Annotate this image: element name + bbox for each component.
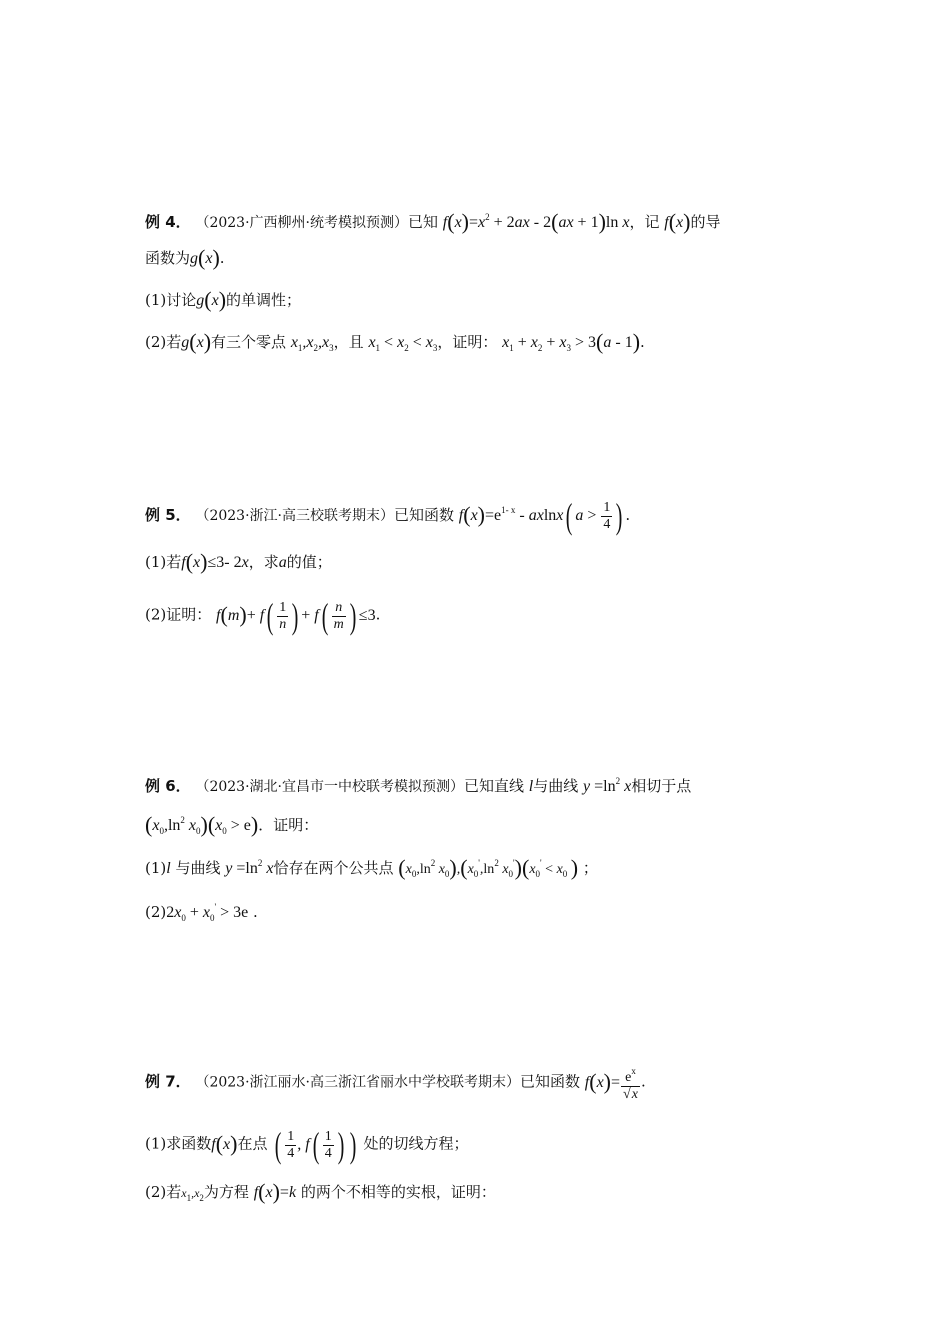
ex5-source: （2023·浙江·高三校联考期末） xyxy=(195,508,394,524)
ex5-label: 例 5． xyxy=(145,506,191,524)
ex7-label: 例 7． xyxy=(145,1072,191,1091)
ex4-source: （2023·广西柳州·统考模拟预测） xyxy=(195,215,408,231)
ex5-line1: 例 5． （2023·浙江·高三校联考期末）已知函数 $f(x)=e^{1- x} - axlnx$( a > $\frac{1}{4}$ ) . xyxy=(145,496,631,537)
ex7-formula: f(x)= $\frac{e^x}{√x}$ xyxy=(584,1066,638,1102)
ex6-line2: ($x_0,\ln^2$ $x_0)(x_0 > e)$．证明： xyxy=(145,812,319,837)
ex6-label: 例 6． xyxy=(145,777,191,795)
ex4-line1: 例 4． （2023·广西柳州·统考模拟预测）已知 $f(x)=x^2 + 2ax - 2(ax + 1)\ln$ x，记 f(x)的导 xyxy=(145,209,721,234)
ex7-line1: 例 7． （2023·浙江丽水·高三浙江省丽水中学校联考期末）已知函数 f(x)= $\frac{e^x}{√x}$ . xyxy=(145,1066,646,1102)
ex4-line2: 函数为g(x). xyxy=(145,245,225,270)
ex7-question1: (1)求函数f(x)在点 ( $\frac{1}{4}$ , f( $\frac{1}{4}$ ) ) 处的切线方程； xyxy=(145,1125,469,1165)
ex5-question2: (2)证明： f(m)+ f( $\frac{1}{n}$ ) + f( $\frac{n}{m}$ ) ≤3. xyxy=(145,596,381,636)
ex4-question2: (2)若g(x)有三个零点 $x_1,x_2,x_3$，且 $x_1 < x_2 < x_3$，证明： $x_1 + x_2 + x_3 > 3(a - 1)$. xyxy=(145,329,645,354)
ex4-label: 例 4． xyxy=(145,213,191,231)
ex6-question1: (1)l 与曲线 $y =\ln^2$ x恰存在两个公共点 ($x_0,\ln^2$ $x_0),(x_0',\ln^2$ $x_0')(x_0' < x_0$ ) ； xyxy=(145,855,598,880)
ex7-source: （2023·浙江丽水·高三浙江省丽水中学校联考期末） xyxy=(195,1074,520,1091)
ex5-formula: $f(x)=e^{1- x} - axlnx$( a > $\frac{1}{4}$ ) xyxy=(458,496,623,537)
ex6-question2: $(2)2x_0 + x_0' > 3e$ . xyxy=(145,902,258,923)
ex7-question2: (2)若$x_1,x_2$为方程 f(x)=k 的两个不相等的实根，证明： xyxy=(145,1179,496,1204)
ex5-question1: (1)若f(x)≤3- 2x，求a的值； xyxy=(145,549,332,574)
ex6-source: （2023·湖北·宜昌市一中校联考模拟预测） xyxy=(195,779,464,795)
ex6-line1: 例 6． （2023·湖北·宜昌市一中校联考模拟预测）已知直线 l与曲线 $y =\ln^2$ x相切于点 xyxy=(145,776,692,795)
ex4-formula: $f(x)=x^2 + 2ax - 2(ax + 1)\ln$ x xyxy=(442,209,630,234)
ex4-question1: (1)讨论g(x)的单调性； xyxy=(145,287,302,312)
